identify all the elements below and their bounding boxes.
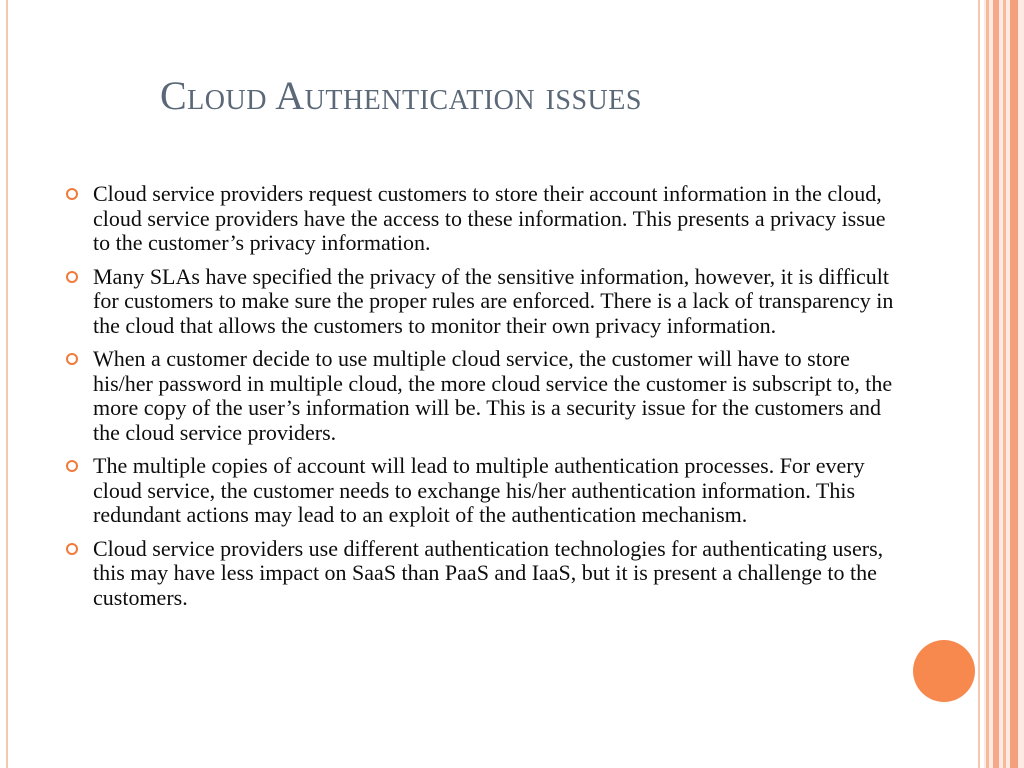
right-stripe xyxy=(993,0,999,768)
accent-circle-icon xyxy=(913,640,975,702)
bullet-text: Cloud service providers request customers to store their account information in the cloud, cloud service providers have the access to these information. This presents a privacy issue to the customer’s privacy information. xyxy=(93,181,886,255)
frame-right-line xyxy=(978,0,980,768)
frame-left-line xyxy=(6,0,8,768)
bullet-item xyxy=(66,182,896,256)
bullet-text: Many SLAs have specified the privacy of the sensitive information, however, it is difficult for customers to make sure the proper rules are enforced. There is a lack of transparency in the cloud that allows the customers to monitor their own privacy information. xyxy=(93,263,894,338)
bullet-text: The multiple copies of account will lead to multiple authentication processes. For every cloud service, the customer needs to exchange his/her authentication information. This redundant actions may lead to an exploit of the authentication mechanism. xyxy=(93,453,865,527)
bullet-item xyxy=(66,454,896,528)
bullet-item xyxy=(66,265,896,339)
slide-title: Cloud Authentication issues xyxy=(160,73,642,118)
right-stripe xyxy=(1003,0,1006,768)
bullet-text: When a customer decide to use multiple cloud service, the customer will have to store his/her password in multiple cloud, the more cloud service the customer is subscript to, the more copy of the user’s information will be. This is a security issue for the customers and the cloud service providers. xyxy=(93,346,893,445)
circle-bullet-icon xyxy=(66,353,78,365)
right-stripe xyxy=(986,0,989,768)
circle-bullet-icon xyxy=(66,188,78,200)
bullet-item xyxy=(66,537,896,611)
circle-bullet-icon xyxy=(66,271,78,283)
bullet-text: Cloud service providers use different authentication technologies for authenticating users, this may have less impact on SaaS than PaaS and IaaS, but it is present a challenge to the customers. xyxy=(93,535,884,610)
circle-bullet-icon xyxy=(66,543,78,555)
right-stripe xyxy=(1010,0,1018,768)
circle-bullet-icon xyxy=(66,460,78,472)
bullet-item xyxy=(66,347,896,445)
bullet-list xyxy=(66,182,896,619)
